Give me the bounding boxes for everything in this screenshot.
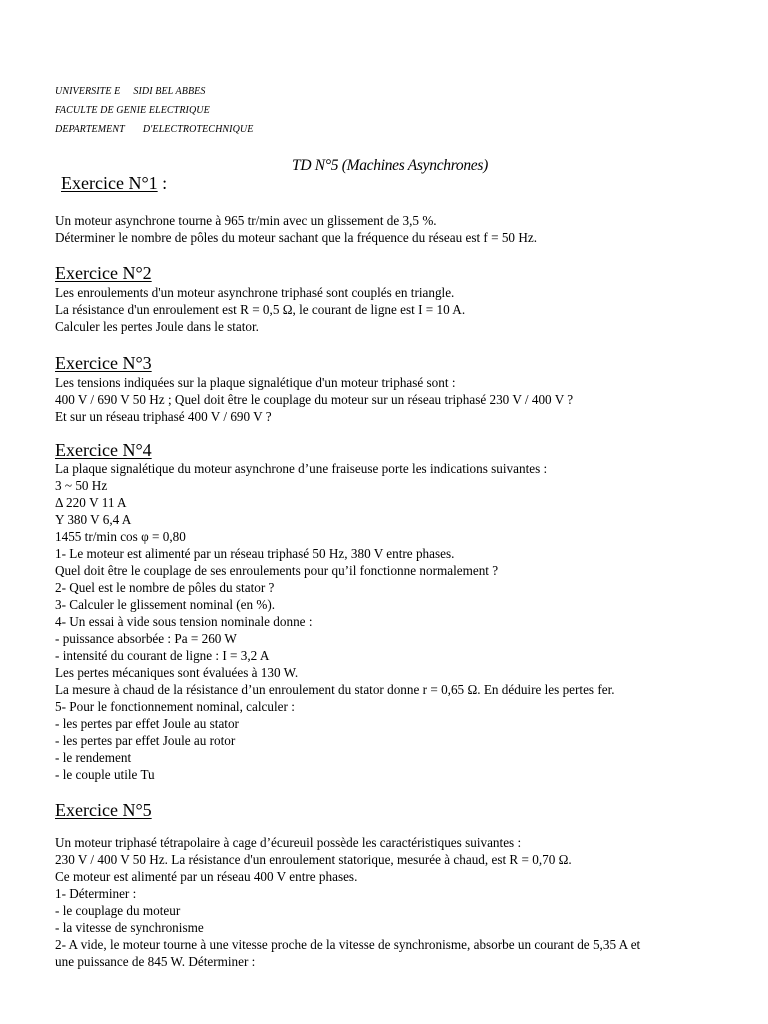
- exercise-5-line: 1- Déterminer :: [55, 886, 137, 901]
- exercise-2-line: Les enroulements d'un moteur asynchrone triphasé sont couplés en triangle.: [55, 285, 455, 300]
- exercise-4-line: La plaque signalétique du moteur asynchrone d’une fraiseuse porte les indications suivantes :: [55, 461, 548, 476]
- exercise-4-line: - intensité du courant de ligne : I = 3,2 A: [55, 648, 270, 663]
- exercise-1-heading-suffix: :: [157, 173, 168, 193]
- exercise-4-line: 5- Pour le fonctionnement nominal, calculer :: [55, 699, 295, 714]
- exercise-4-line: 3- Calculer le glissement nominal (en %).: [55, 597, 276, 612]
- exercise-1-body: [55, 212, 537, 246]
- exercise-4-line: 1- Le moteur est alimenté par un réseau triphasé 50 Hz, 380 V entre phases.: [55, 546, 455, 561]
- document-title: TD N°5 (Machines Asynchrones): [292, 157, 488, 174]
- university-line: UNIVERSITE E SIDI BEL ABBES: [55, 86, 206, 97]
- exercise-5-line: 230 V / 400 V 50 Hz. La résistance d'un enroulement statorique, mesurée à chaud, est R = 0,70 Ω.: [55, 852, 572, 867]
- exercise-4-line: - le couple utile Tu: [55, 767, 155, 782]
- exercise-4-heading: [55, 439, 152, 461]
- exercise-5-line: - la vitesse de synchronisme: [55, 920, 204, 935]
- exercise-5-line: - le couplage du moteur: [55, 903, 181, 918]
- exercise-4-line: - le rendement: [55, 750, 132, 765]
- exercise-3-line: 400 V / 690 V 50 Hz ; Quel doit être le couplage du moteur sur un réseau triphasé 230 V / 400 V ?: [55, 392, 574, 407]
- exercise-5-line: Ce moteur est alimenté par un réseau 400 V entre phases.: [55, 869, 358, 884]
- department-line: DEPARTEMENT D'ELECTROTECHNIQUE: [55, 124, 254, 135]
- exercise-4-line: 1455 tr/min cos φ = 0,80: [55, 529, 186, 544]
- exercise-4-line: - puissance absorbée : Pa = 260 W: [55, 631, 237, 646]
- exercise-4-line: - les pertes par effet Joule au rotor: [55, 733, 236, 748]
- exercise-5-heading: [55, 799, 152, 821]
- exercise-3-body: [55, 374, 573, 425]
- exercise-5-body: [55, 834, 640, 970]
- exercise-4-line: Quel doit être le couplage de ses enroulements pour qu’il fonctionne normalement ?: [55, 563, 499, 578]
- exercise-5-line: 2- A vide, le moteur tourne à une vitesse proche de la vitesse de synchronisme, absorbe un courant de 5,35 A et: [55, 937, 641, 952]
- institution-header: [55, 82, 253, 139]
- exercise-5-line: une puissance de 845 W. Déterminer :: [55, 954, 256, 969]
- exercise-4-line: La mesure à chaud de la résistance d’un enroulement du stator donne r = 0,65 Ω. En déduire les pertes fer.: [55, 682, 615, 697]
- exercise-1-heading-text: Exercice N°1: [61, 173, 158, 193]
- faculty-line: FACULTE DE GENIE ELECTRIQUE: [55, 105, 210, 116]
- exercise-4-line: 2- Quel est le nombre de pôles du stator ?: [55, 580, 275, 595]
- exercise-2-line: Calculer les pertes Joule dans le stator.: [55, 319, 259, 334]
- exercise-3-heading: [55, 352, 152, 374]
- exercise-4-heading-text: Exercice N°4: [55, 440, 152, 460]
- exercise-4-line: 4- Un essai à vide sous tension nominale donne :: [55, 614, 313, 629]
- exercise-1-line: Déterminer le nombre de pôles du moteur sachant que la fréquence du réseau est f = 50 Hz.: [55, 230, 538, 245]
- exercise-3-line: Et sur un réseau triphasé 400 V / 690 V ?: [55, 409, 272, 424]
- exercise-2-body: [55, 284, 465, 335]
- exercise-2-heading: [55, 262, 152, 284]
- exercise-4-line: - les pertes par effet Joule au stator: [55, 716, 239, 731]
- exercise-2-heading-text: Exercice N°2: [55, 263, 152, 283]
- exercise-4-line: Les pertes mécaniques sont évaluées à 130 W.: [55, 665, 299, 680]
- exercise-2-line: La résistance d'un enroulement est R = 0,5 Ω, le courant de ligne est I = 10 A.: [55, 302, 466, 317]
- exercise-1-heading: [61, 172, 167, 194]
- exercise-5-heading-text: Exercice N°5: [55, 800, 152, 820]
- exercise-4-line: Δ 220 V 11 A: [55, 495, 127, 510]
- exercise-4-line: Y 380 V 6,4 A: [55, 512, 132, 527]
- exercise-3-line: Les tensions indiquées sur la plaque signalétique d'un moteur triphasé sont :: [55, 375, 456, 390]
- exercise-4-line: 3 ~ 50 Hz: [55, 478, 108, 493]
- exercise-3-heading-text: Exercice N°3: [55, 353, 152, 373]
- exercise-1-line: Un moteur asynchrone tourne à 965 tr/min avec un glissement de 3,5 %.: [55, 213, 437, 228]
- exercise-5-line: Un moteur triphasé tétrapolaire à cage d’écureuil possède les caractéristiques suivantes :: [55, 835, 522, 850]
- exercise-4-body: [55, 460, 615, 783]
